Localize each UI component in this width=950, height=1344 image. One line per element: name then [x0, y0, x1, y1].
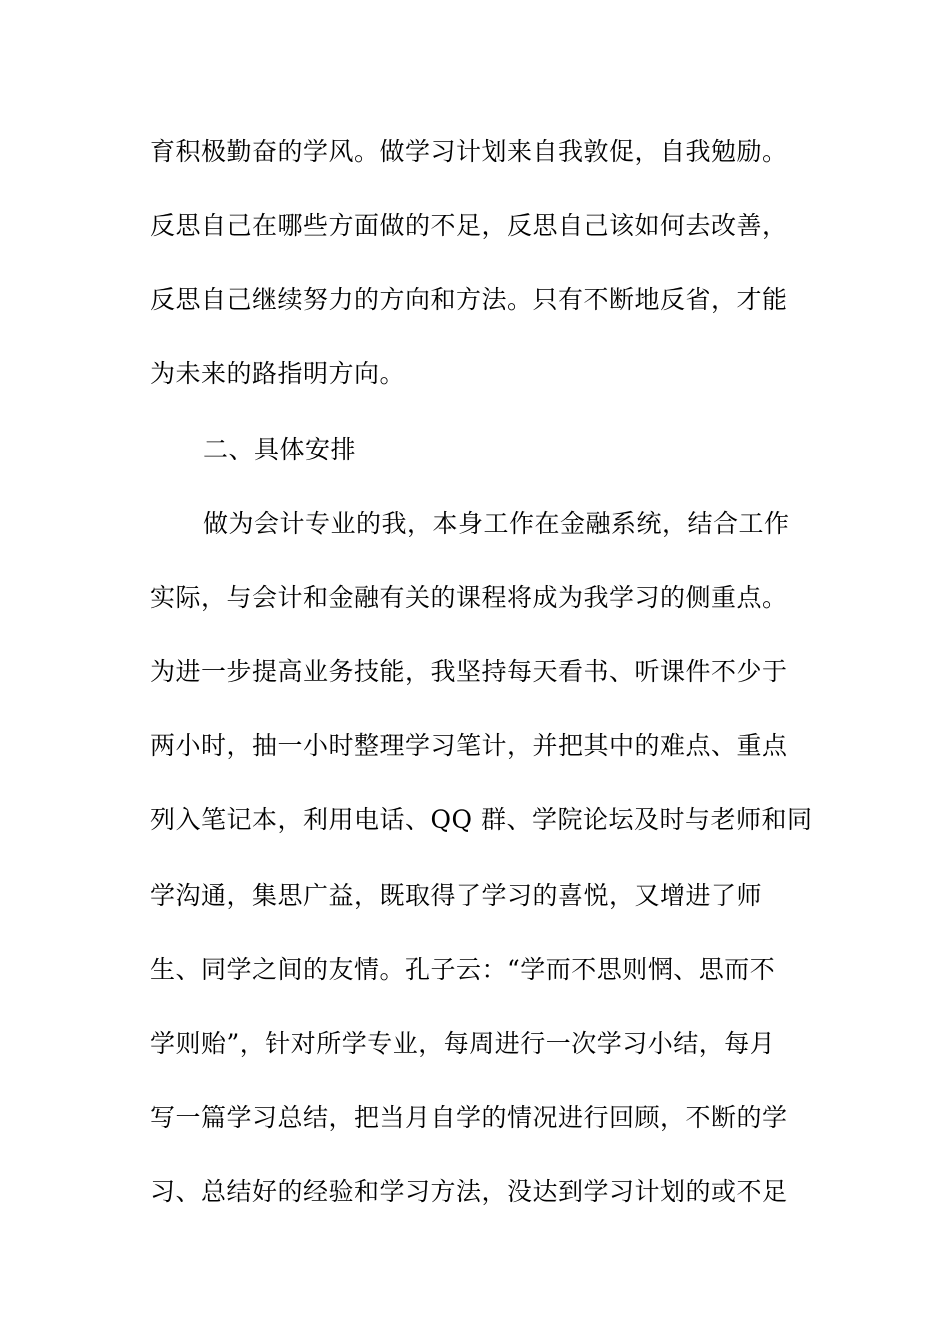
text-line-12: 生、同学之间的友情。孔子云：“学而不思则惘、思而不 — [150, 955, 776, 984]
text-line-3: 反思自己继续努力的方向和方法。只有不断地反省，才能 — [150, 285, 788, 314]
text-line-11: 学沟通，集思广益，既取得了学习的喜悦，又增进了师 — [150, 881, 763, 910]
section-heading: 二、具体安排 — [203, 435, 357, 464]
text-line-1: 育积极勤奋的学风。做学习计划来自我敦促，自我勉励。 — [150, 137, 788, 166]
text-line-4: 为未来的路指明方向。 — [150, 359, 406, 388]
text-line-9: 两小时，抽一小时整理学习笔计，并把其中的难点、重点 — [150, 731, 788, 760]
text-line-14: 写一篇学习总结，把当月自学的情况进行回顾，不断的学 — [150, 1103, 788, 1132]
text-line-7: 实际，与会计和金融有关的课程将成为我学习的侧重点。 — [150, 583, 788, 612]
text-line-8: 为进一步提高业务技能，我坚持每天看书、听课件不少于 — [150, 657, 788, 686]
text-line-10: 列入笔记本，利用电话、QQ 群、学院论坛及时与老师和同 — [150, 805, 813, 834]
text-line-6: 做为会计专业的我，本身工作在金融系统，结合工作 — [203, 509, 790, 538]
text-line-2: 反思自己在哪些方面做的不足，反思自己该如何去改善， — [150, 211, 788, 240]
text-line-15: 习、总结好的经验和学习方法，没达到学习计划的或不足 — [150, 1177, 788, 1206]
text-line-13: 学则贻”，针对所学专业，每周进行一次学习小结，每月 — [150, 1029, 776, 1058]
